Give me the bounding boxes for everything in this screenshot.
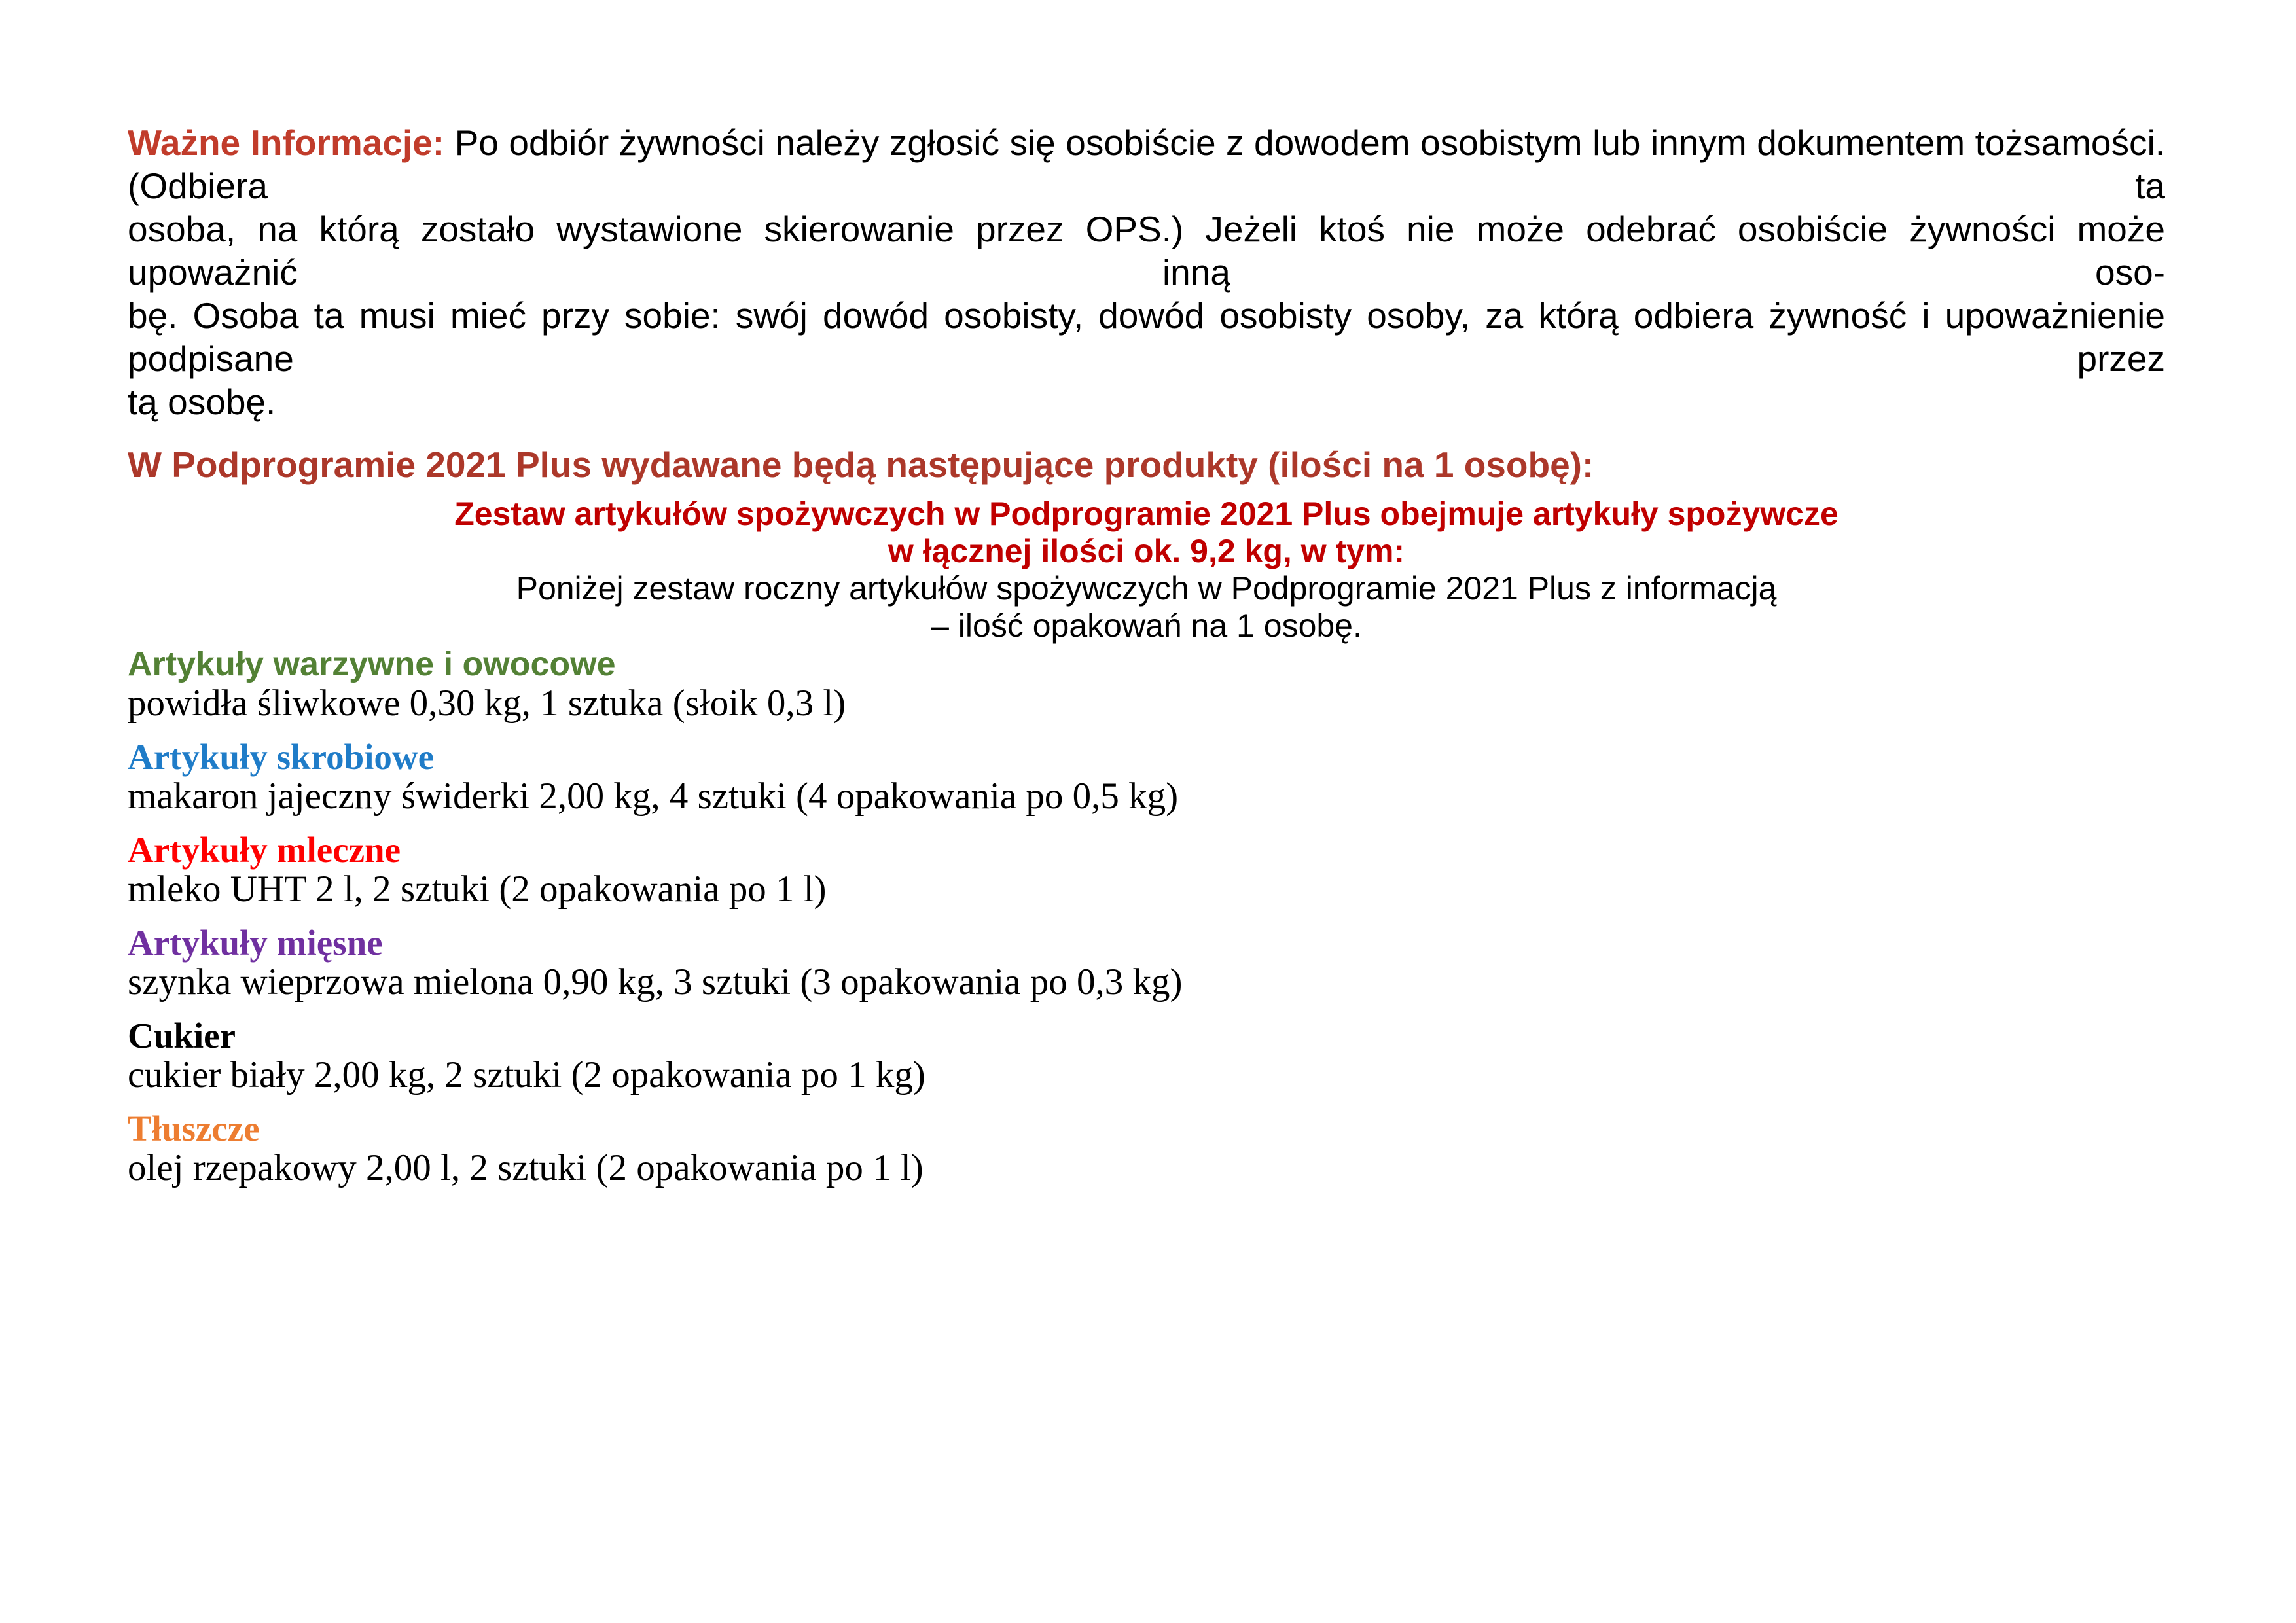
section-title: Cukier: [128, 1016, 236, 1056]
section-fats: [128, 1109, 2165, 1188]
section-title: Artykuły warzywne i owocowe: [128, 645, 616, 683]
section-title: Artykuły mleczne: [128, 830, 401, 870]
section-item: szynka wieprzowa mielona 0,90 kg, 3 sztuki (3 opakowania po 0,3 kg): [128, 961, 1183, 1003]
paragraph-line-2: osoba, na którą zostało wystawione skierowanie przez OPS.) Jeżeli ktoś nie może odebrać osobiście żywności może upoważnić inną oso-: [128, 209, 2165, 293]
summary-line-2: w łącznej ilości ok. 9,2 kg, w tym:: [888, 533, 1405, 569]
products-heading: W Podprogramie 2021 Plus wydawane będą następujące produkty (ilości na 1 osobę):: [128, 444, 1594, 485]
important-info-label: Ważne Informacje:: [128, 122, 445, 163]
summary-line-4: – ilość opakowań na 1 osobę.: [931, 607, 1362, 644]
section-item: makaron jajeczny świderki 2,00 kg, 4 sztuki (4 opakowania po 0,5 kg): [128, 776, 1179, 817]
paragraph-line-1-text: Po odbiór żywności należy zgłosić się osobiście z dowodem osobistym lub innym dokumentem tożsamości. (Odbiera ta: [128, 122, 2166, 206]
section-meat: [128, 923, 2165, 1002]
section-item: mleko UHT 2 l, 2 sztuki (2 opakowania po 1 l): [128, 868, 827, 910]
paragraph-line-4: tą osobę.: [128, 382, 276, 422]
section-item: cukier biały 2,00 kg, 2 sztuki (2 opakowania po 1 kg): [128, 1054, 925, 1096]
section-title: Artykuły skrobiowe: [128, 737, 435, 777]
section-title: Tłuszcze: [128, 1109, 260, 1149]
section-starch: [128, 738, 2165, 816]
section-item: powidła śliwkowe 0,30 kg, 1 sztuka (słoik 0,3 l): [128, 683, 846, 724]
section-title: Artykuły mięsne: [128, 923, 383, 963]
summary-line-3: Poniżej zestaw roczny artykułów spożywczych w Podprogramie 2021 Plus z informacją: [516, 570, 1777, 607]
summary-block: [128, 495, 2165, 645]
paragraph-line-1: [128, 121, 2165, 207]
section-vegetables-fruit: [128, 645, 2165, 723]
section-dairy: [128, 830, 2165, 909]
important-info-paragraph: [128, 121, 2165, 423]
section-item: olej rzepakowy 2,00 l, 2 sztuki (2 opakowania po 1 l): [128, 1147, 924, 1188]
section-sugar: [128, 1016, 2165, 1095]
paragraph-line-3: bę. Osoba ta musi mieć przy sobie: swój dowód osobisty, dowód osobisty osoby, za którą odbiera żywność i upoważnienie podpisane przez: [128, 295, 2165, 379]
product-sections: [128, 645, 2165, 1188]
summary-line-1: Zestaw artykułów spożywczych w Podprogramie 2021 Plus obejmuje artykuły spożywcze: [454, 495, 1839, 532]
